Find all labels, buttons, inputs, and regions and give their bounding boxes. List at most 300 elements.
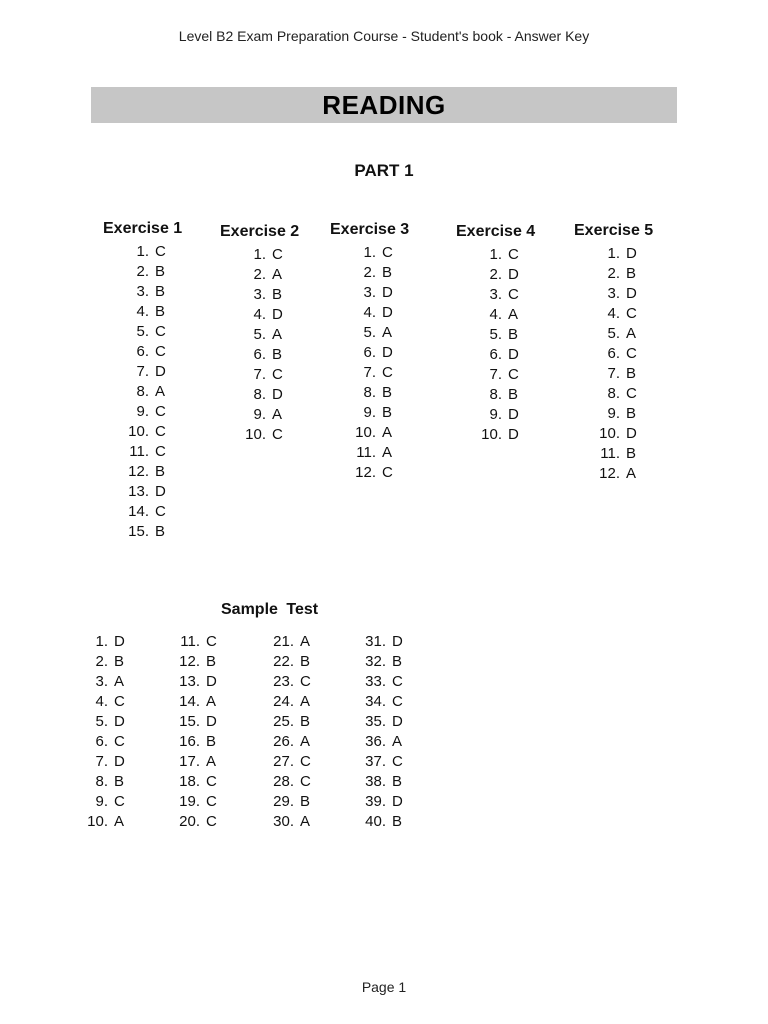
answer-row bbox=[330, 343, 440, 363]
answer-letter: D bbox=[382, 344, 393, 361]
answer-letter: A bbox=[300, 693, 311, 710]
question-number: 4. bbox=[253, 306, 266, 323]
answer-letter: D bbox=[392, 793, 403, 810]
answer-row bbox=[68, 692, 125, 712]
answer-row bbox=[160, 752, 217, 772]
answer-row bbox=[254, 732, 311, 752]
exercise-title: Exercise 1 bbox=[103, 220, 183, 237]
answer-letter: C bbox=[206, 773, 217, 790]
question-number: 4. bbox=[95, 693, 108, 710]
answer-letter: D bbox=[206, 713, 217, 730]
question-number: 7. bbox=[95, 753, 108, 770]
answer-row bbox=[330, 403, 440, 423]
question-number: 8. bbox=[607, 385, 620, 402]
answer-row bbox=[346, 652, 403, 672]
answer-row bbox=[160, 672, 217, 692]
question-number: 2. bbox=[95, 653, 108, 670]
question-number: 11. bbox=[600, 445, 620, 462]
question-number: 13. bbox=[128, 483, 149, 500]
answer-row bbox=[346, 772, 403, 792]
answer-letter: C bbox=[626, 385, 637, 402]
answer-letter: B bbox=[114, 773, 125, 790]
question-number: 7. bbox=[607, 365, 620, 382]
question-number: 15. bbox=[128, 523, 149, 540]
answer-row bbox=[160, 732, 217, 752]
answer-row bbox=[346, 692, 403, 712]
answer-row bbox=[103, 402, 213, 422]
question-number: 8. bbox=[253, 386, 266, 403]
answer-row bbox=[103, 522, 213, 542]
question-number: 10. bbox=[245, 426, 266, 443]
answer-letter: C bbox=[272, 426, 283, 443]
sample-test-title: Sample Test bbox=[221, 601, 319, 618]
answer-row bbox=[103, 342, 213, 362]
answer-letter: B bbox=[206, 733, 217, 750]
answer-row bbox=[220, 385, 330, 405]
answer-letter: A bbox=[272, 326, 283, 343]
answer-letter: B bbox=[155, 463, 166, 480]
answer-letter: D bbox=[114, 753, 125, 770]
question-number: 1. bbox=[363, 244, 376, 261]
answer-letter: A bbox=[626, 325, 637, 342]
question-number: 8. bbox=[95, 773, 108, 790]
page-number: Page 1 bbox=[361, 979, 407, 995]
answer-row bbox=[346, 792, 403, 812]
question-number: 10. bbox=[87, 813, 108, 830]
answer-letter: C bbox=[300, 673, 311, 690]
question-number: 8. bbox=[363, 384, 376, 401]
answer-letter: A bbox=[114, 673, 125, 690]
question-number: 28. bbox=[273, 773, 294, 790]
answer-row bbox=[68, 632, 125, 652]
sample-test-column-4 bbox=[346, 632, 403, 832]
answer-row bbox=[103, 262, 213, 282]
question-number: 9. bbox=[363, 404, 376, 421]
answer-row bbox=[574, 244, 684, 264]
answer-row bbox=[346, 752, 403, 772]
answer-row bbox=[68, 812, 125, 832]
question-number: 3. bbox=[607, 285, 620, 302]
question-number: 1. bbox=[253, 246, 266, 263]
answer-row bbox=[254, 752, 311, 772]
answer-letter: D bbox=[392, 713, 403, 730]
question-number: 6. bbox=[363, 344, 376, 361]
answer-row bbox=[574, 264, 684, 284]
answer-letter: B bbox=[392, 813, 403, 830]
answer-letter: C bbox=[155, 443, 166, 460]
question-number: 14. bbox=[179, 693, 200, 710]
question-number: 6. bbox=[253, 346, 266, 363]
answer-letter: C bbox=[114, 733, 125, 750]
answer-row bbox=[574, 464, 684, 484]
answer-row bbox=[456, 345, 566, 365]
answer-letter: A bbox=[155, 383, 166, 400]
answer-list bbox=[103, 242, 213, 542]
answer-letter: C bbox=[382, 464, 393, 481]
answer-row bbox=[103, 322, 213, 342]
question-number: 22. bbox=[273, 653, 294, 670]
question-number: 10. bbox=[355, 424, 376, 441]
answer-row bbox=[574, 444, 684, 464]
question-number: 32. bbox=[365, 653, 386, 670]
answer-row bbox=[456, 385, 566, 405]
answer-letter: B bbox=[626, 365, 637, 382]
question-number: 29. bbox=[273, 793, 294, 810]
question-number: 7. bbox=[253, 366, 266, 383]
question-number: 21. bbox=[273, 633, 294, 650]
question-number: 12. bbox=[599, 465, 620, 482]
question-number: 8. bbox=[136, 383, 149, 400]
answer-letter: A bbox=[626, 465, 637, 482]
exercise-3 bbox=[330, 221, 440, 483]
answer-row bbox=[103, 282, 213, 302]
answer-letter: B bbox=[206, 653, 217, 670]
question-number: 1. bbox=[607, 245, 620, 262]
answer-row bbox=[574, 304, 684, 324]
question-number: 16. bbox=[179, 733, 200, 750]
question-number: 2. bbox=[607, 265, 620, 282]
answer-letter: B bbox=[626, 265, 637, 282]
answer-row bbox=[574, 364, 684, 384]
section-title: READING bbox=[322, 89, 446, 120]
answer-row bbox=[330, 463, 440, 483]
answer-row bbox=[220, 365, 330, 385]
question-number: 6. bbox=[489, 346, 502, 363]
answer-letter: A bbox=[300, 813, 311, 830]
answer-row bbox=[574, 284, 684, 304]
answer-letter: D bbox=[508, 426, 519, 443]
answer-letter: C bbox=[508, 366, 519, 383]
question-number: 3. bbox=[489, 286, 502, 303]
question-number: 30. bbox=[273, 813, 294, 830]
answer-row bbox=[68, 752, 125, 772]
question-number: 6. bbox=[136, 343, 149, 360]
answer-row bbox=[254, 692, 311, 712]
answer-letter: B bbox=[508, 386, 519, 403]
exercise-1 bbox=[103, 220, 213, 542]
question-number: 4. bbox=[363, 304, 376, 321]
answer-letter: D bbox=[626, 245, 637, 262]
question-number: 25. bbox=[273, 713, 294, 730]
answer-letter: C bbox=[392, 753, 403, 770]
answer-row bbox=[68, 772, 125, 792]
answer-letter: B bbox=[155, 303, 166, 320]
answer-row bbox=[346, 712, 403, 732]
answer-letter: C bbox=[626, 305, 637, 322]
exercise-2 bbox=[220, 223, 330, 445]
answer-list bbox=[220, 245, 330, 445]
answer-letter: C bbox=[272, 246, 283, 263]
question-number: 23. bbox=[273, 673, 294, 690]
answer-row bbox=[68, 652, 125, 672]
answer-letter: D bbox=[272, 386, 283, 403]
answer-row bbox=[574, 424, 684, 444]
question-number: 7. bbox=[363, 364, 376, 381]
answer-row bbox=[103, 362, 213, 382]
question-number: 18. bbox=[179, 773, 200, 790]
answer-row bbox=[330, 323, 440, 343]
answer-letter: C bbox=[272, 366, 283, 383]
answer-letter: C bbox=[508, 246, 519, 263]
answer-row bbox=[160, 712, 217, 732]
question-number: 2. bbox=[253, 266, 266, 283]
answer-letter: B bbox=[155, 263, 166, 280]
question-number: 31. bbox=[365, 633, 386, 650]
answer-letter: D bbox=[508, 406, 519, 423]
question-number: 38. bbox=[365, 773, 386, 790]
question-number: 39. bbox=[365, 793, 386, 810]
answer-row bbox=[103, 422, 213, 442]
answer-row bbox=[456, 285, 566, 305]
answer-letter: B bbox=[155, 523, 166, 540]
answer-letter: D bbox=[392, 633, 403, 650]
answer-row bbox=[574, 324, 684, 344]
answer-letter: B bbox=[300, 713, 311, 730]
answer-row bbox=[103, 502, 213, 522]
answer-row bbox=[220, 405, 330, 425]
question-number: 11. bbox=[356, 444, 376, 461]
question-number: 10. bbox=[599, 425, 620, 442]
answer-row bbox=[220, 325, 330, 345]
answer-letter: C bbox=[155, 503, 166, 520]
answer-letter: A bbox=[206, 753, 217, 770]
question-number: 1. bbox=[489, 246, 502, 263]
sample-test-column-2 bbox=[160, 632, 217, 832]
answer-letter: B bbox=[392, 773, 403, 790]
question-number: 9. bbox=[95, 793, 108, 810]
answer-row bbox=[160, 632, 217, 652]
answer-row bbox=[220, 245, 330, 265]
answer-row bbox=[220, 285, 330, 305]
answer-letter: D bbox=[155, 363, 166, 380]
question-number: 9. bbox=[489, 406, 502, 423]
answer-letter: C bbox=[206, 633, 217, 650]
answer-letter: C bbox=[206, 813, 217, 830]
question-number: 13. bbox=[179, 673, 200, 690]
answer-letter: B bbox=[114, 653, 125, 670]
answer-letter: B bbox=[508, 326, 519, 343]
answer-row bbox=[330, 263, 440, 283]
answer-row bbox=[330, 383, 440, 403]
answer-row bbox=[456, 245, 566, 265]
question-number: 2. bbox=[363, 264, 376, 281]
question-number: 2. bbox=[489, 266, 502, 283]
sample-test-column-1 bbox=[68, 632, 125, 832]
question-number: 26. bbox=[273, 733, 294, 750]
answer-letter: C bbox=[155, 343, 166, 360]
answer-row bbox=[456, 365, 566, 385]
answer-row bbox=[254, 792, 311, 812]
question-number: 5. bbox=[136, 323, 149, 340]
answer-letter: D bbox=[206, 673, 217, 690]
question-number: 37. bbox=[365, 753, 386, 770]
answer-letter: A bbox=[300, 733, 311, 750]
answer-row bbox=[254, 712, 311, 732]
answer-row bbox=[574, 344, 684, 364]
question-number: 1. bbox=[136, 243, 149, 260]
answer-row bbox=[103, 442, 213, 462]
answer-row bbox=[160, 692, 217, 712]
question-number: 11. bbox=[129, 443, 149, 460]
answer-row bbox=[330, 283, 440, 303]
sample-test-column-3 bbox=[254, 632, 311, 832]
question-number: 12. bbox=[128, 463, 149, 480]
answer-letter: D bbox=[114, 713, 125, 730]
answer-row bbox=[574, 404, 684, 424]
answer-letter: D bbox=[155, 483, 166, 500]
answer-letter: C bbox=[114, 693, 125, 710]
question-number: 12. bbox=[355, 464, 376, 481]
question-number: 10. bbox=[481, 426, 502, 443]
answer-row bbox=[103, 382, 213, 402]
answer-letter: A bbox=[392, 733, 403, 750]
question-number: 4. bbox=[607, 305, 620, 322]
answer-letter: D bbox=[508, 266, 519, 283]
answer-row bbox=[103, 242, 213, 262]
answer-row bbox=[330, 243, 440, 263]
answer-letter: D bbox=[382, 304, 393, 321]
answer-row bbox=[160, 792, 217, 812]
question-number: 10. bbox=[128, 423, 149, 440]
answer-row bbox=[330, 443, 440, 463]
exercise-5 bbox=[574, 222, 684, 484]
answer-letter: A bbox=[382, 424, 393, 441]
answer-row bbox=[68, 712, 125, 732]
question-number: 5. bbox=[253, 326, 266, 343]
answer-row bbox=[574, 384, 684, 404]
answer-row bbox=[160, 652, 217, 672]
answer-letter: A bbox=[382, 324, 393, 341]
answer-letter: C bbox=[206, 793, 217, 810]
question-number: 33. bbox=[365, 673, 386, 690]
answer-letter: A bbox=[272, 266, 283, 283]
part-title: PART 1 bbox=[354, 161, 414, 180]
question-number: 34. bbox=[365, 693, 386, 710]
answer-row bbox=[103, 482, 213, 502]
answer-row bbox=[254, 772, 311, 792]
answer-letter: B bbox=[272, 286, 283, 303]
question-number: 3. bbox=[136, 283, 149, 300]
answer-letter: B bbox=[300, 653, 311, 670]
question-number: 27. bbox=[273, 753, 294, 770]
answer-letter: D bbox=[626, 285, 637, 302]
answer-letter: C bbox=[155, 403, 166, 420]
answer-letter: B bbox=[272, 346, 283, 363]
question-number: 3. bbox=[253, 286, 266, 303]
answer-letter: D bbox=[626, 425, 637, 442]
answer-row bbox=[346, 672, 403, 692]
answer-letter: C bbox=[382, 364, 393, 381]
answer-row bbox=[330, 423, 440, 443]
answer-row bbox=[330, 303, 440, 323]
question-number: 11. bbox=[180, 633, 200, 650]
answer-row bbox=[68, 792, 125, 812]
question-number: 17. bbox=[179, 753, 200, 770]
answer-row bbox=[346, 732, 403, 752]
answer-letter: C bbox=[155, 323, 166, 340]
question-number: 9. bbox=[136, 403, 149, 420]
answer-letter: C bbox=[300, 773, 311, 790]
answer-letter: D bbox=[114, 633, 125, 650]
answer-row bbox=[160, 812, 217, 832]
answer-row bbox=[220, 425, 330, 445]
answer-letter: B bbox=[392, 653, 403, 670]
question-number: 9. bbox=[607, 405, 620, 422]
answer-letter: A bbox=[114, 813, 125, 830]
question-number: 12. bbox=[179, 653, 200, 670]
answer-row bbox=[68, 672, 125, 692]
answer-row bbox=[103, 302, 213, 322]
exercise-title: Exercise 5 bbox=[574, 222, 654, 239]
answer-row bbox=[456, 325, 566, 345]
exercise-title: Exercise 3 bbox=[330, 221, 410, 238]
question-number: 6. bbox=[607, 345, 620, 362]
answer-letter: C bbox=[300, 753, 311, 770]
answer-row bbox=[456, 305, 566, 325]
answer-letter: D bbox=[272, 306, 283, 323]
answer-letter: C bbox=[508, 286, 519, 303]
answer-letter: A bbox=[382, 444, 393, 461]
answer-letter: B bbox=[300, 793, 311, 810]
answer-row bbox=[456, 265, 566, 285]
question-number: 14. bbox=[128, 503, 149, 520]
question-number: 36. bbox=[365, 733, 386, 750]
answer-row bbox=[254, 812, 311, 832]
answer-letter: C bbox=[392, 673, 403, 690]
question-number: 1. bbox=[95, 633, 108, 650]
answer-row bbox=[220, 345, 330, 365]
answer-row bbox=[103, 462, 213, 482]
section-banner bbox=[91, 87, 677, 123]
answer-row bbox=[220, 265, 330, 285]
answer-row bbox=[68, 732, 125, 752]
answer-list bbox=[456, 245, 566, 445]
answer-letter: C bbox=[626, 345, 637, 362]
question-number: 40. bbox=[365, 813, 386, 830]
answer-letter: B bbox=[626, 445, 637, 462]
answer-letter: D bbox=[508, 346, 519, 363]
answer-row bbox=[160, 772, 217, 792]
question-number: 3. bbox=[95, 673, 108, 690]
exercise-title: Exercise 4 bbox=[456, 223, 536, 240]
question-number: 5. bbox=[95, 713, 108, 730]
question-number: 35. bbox=[365, 713, 386, 730]
answer-letter: B bbox=[382, 264, 393, 281]
question-number: 8. bbox=[489, 386, 502, 403]
answer-letter: A bbox=[300, 633, 311, 650]
answer-letter: A bbox=[508, 306, 519, 323]
answer-letter: C bbox=[392, 693, 403, 710]
answer-letter: B bbox=[382, 384, 393, 401]
answer-row bbox=[456, 405, 566, 425]
answer-letter: C bbox=[155, 423, 166, 440]
question-number: 5. bbox=[489, 326, 502, 343]
question-number: 4. bbox=[136, 303, 149, 320]
question-number: 5. bbox=[607, 325, 620, 342]
question-number: 20. bbox=[179, 813, 200, 830]
question-number: 15. bbox=[179, 713, 200, 730]
answer-letter: C bbox=[114, 793, 125, 810]
answer-letter: A bbox=[272, 406, 283, 423]
answer-letter: B bbox=[382, 404, 393, 421]
answer-row bbox=[330, 363, 440, 383]
answer-letter: D bbox=[382, 284, 393, 301]
answer-letter: B bbox=[155, 283, 166, 300]
answer-list bbox=[574, 244, 684, 484]
question-number: 2. bbox=[136, 263, 149, 280]
question-number: 9. bbox=[253, 406, 266, 423]
answer-letter: B bbox=[626, 405, 637, 422]
